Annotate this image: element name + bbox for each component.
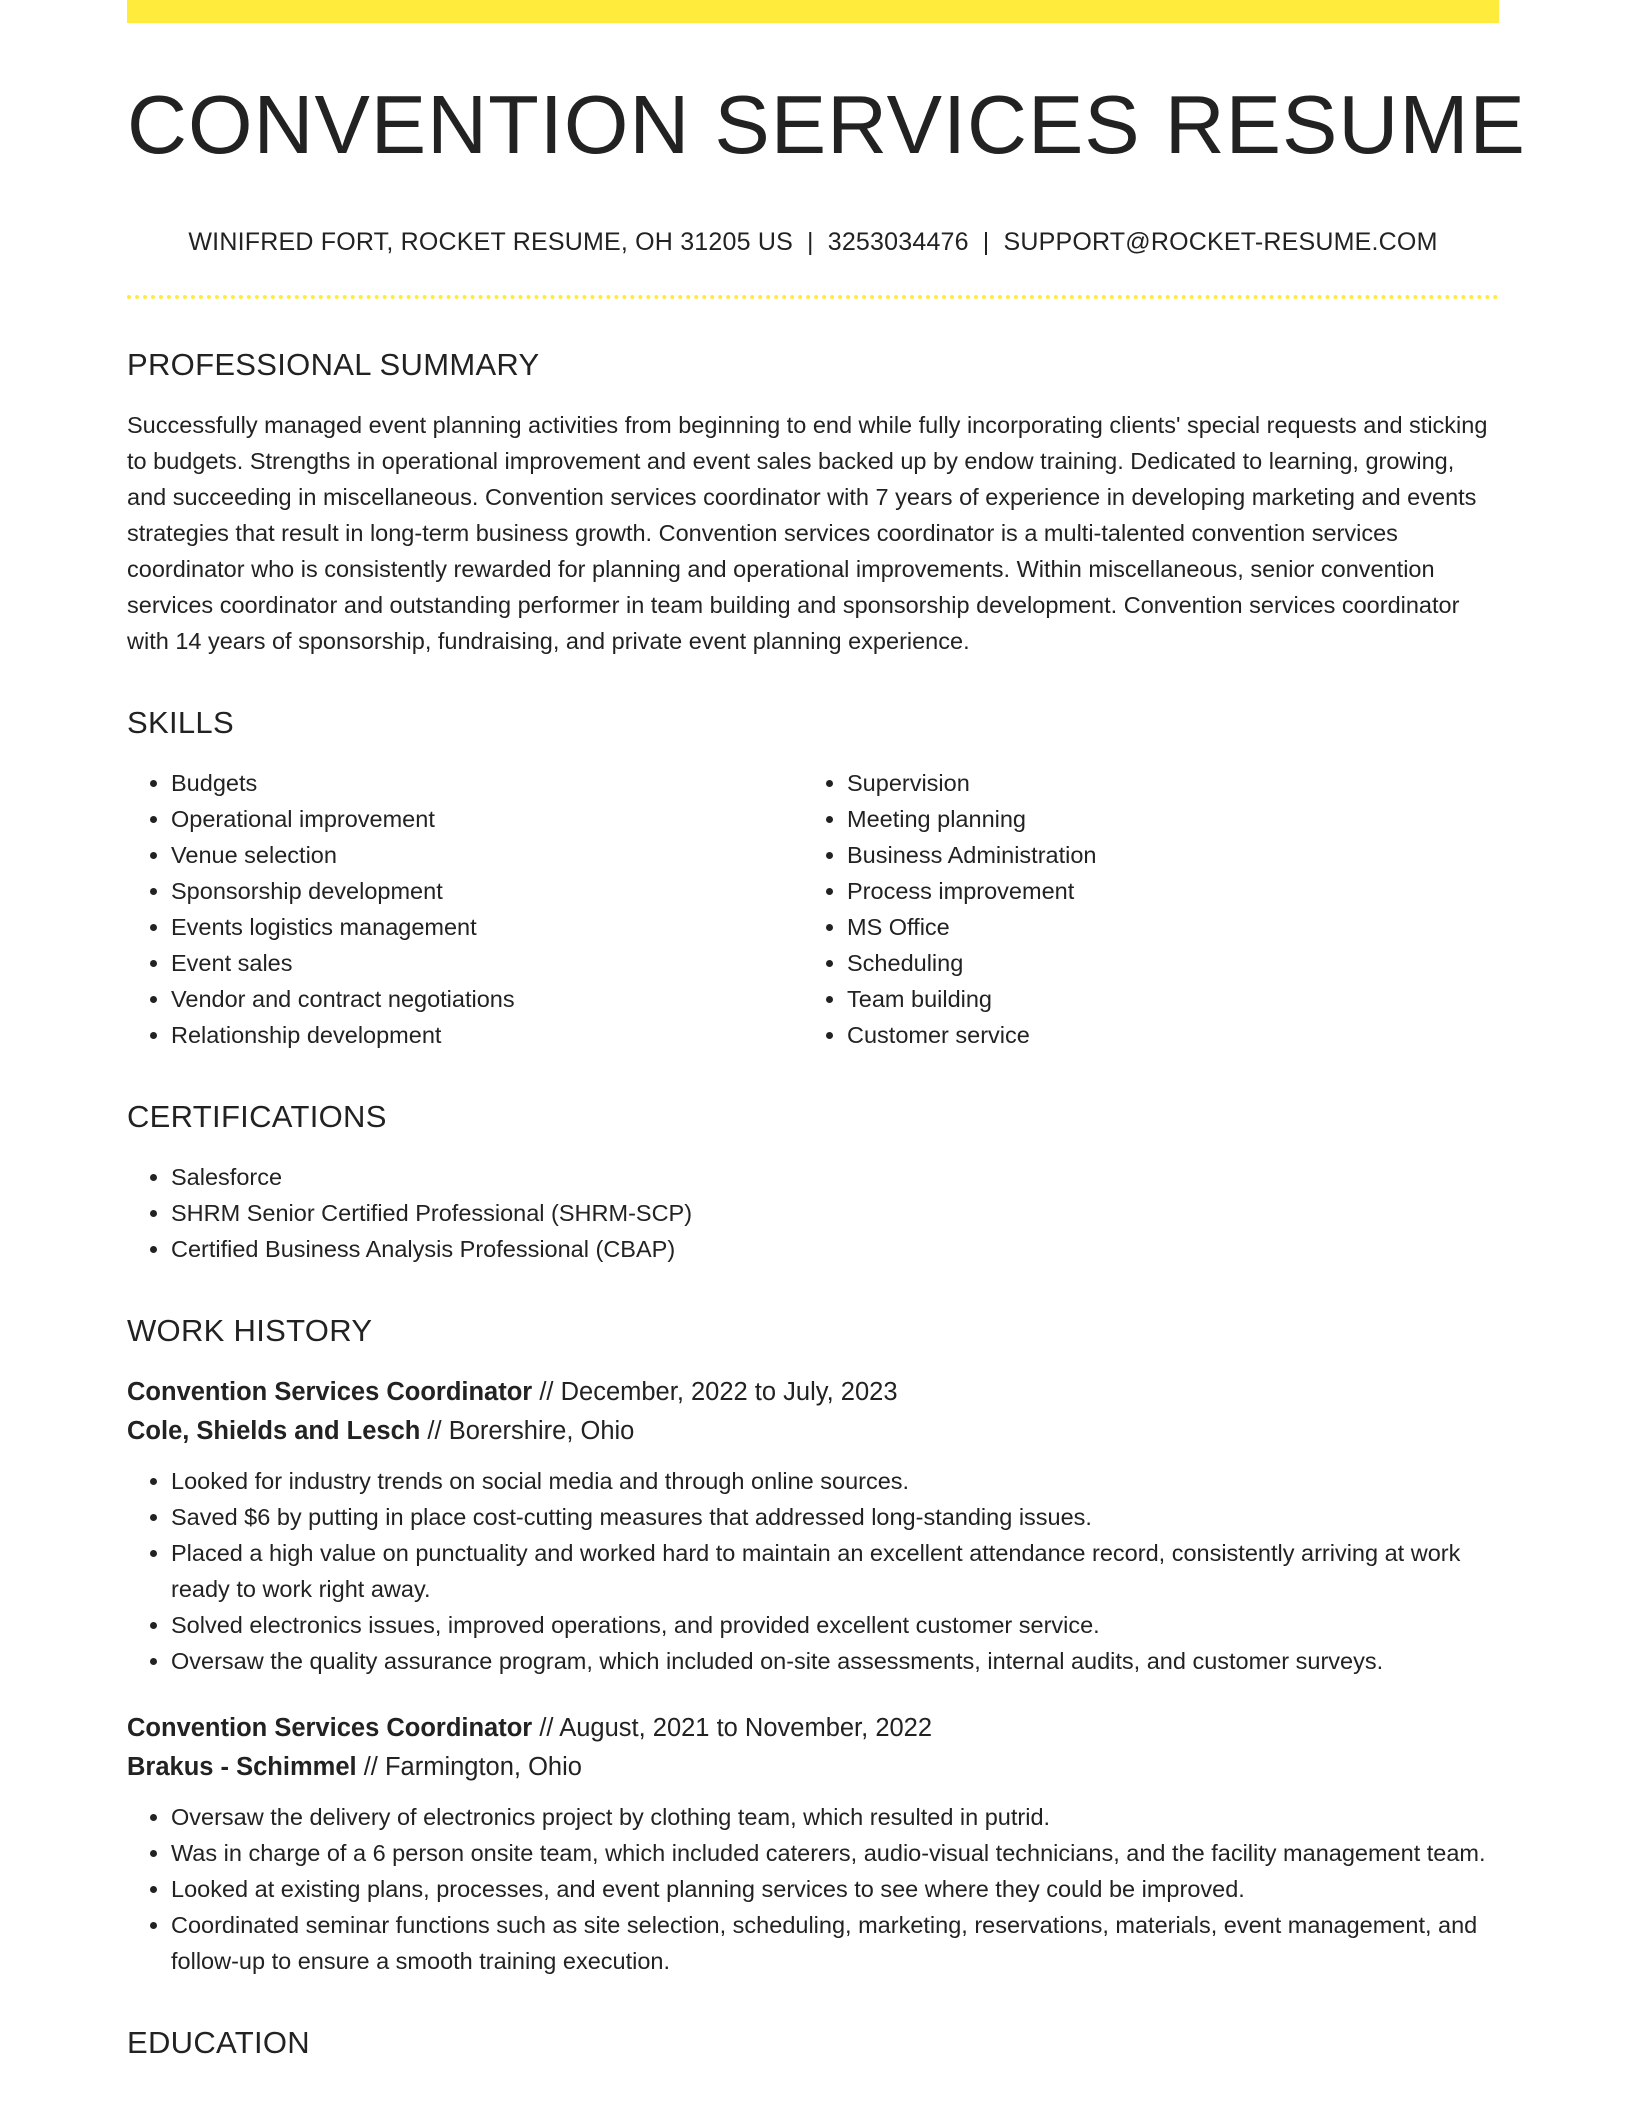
skill-item: • Operational improvement [171, 801, 803, 837]
job-bullets [127, 1799, 1499, 1979]
certification-item: • Salesforce [171, 1159, 1499, 1195]
certifications-section [127, 1099, 1499, 1267]
resume-title: CONVENTION SERVICES RESUME [127, 78, 1526, 171]
skill-item: • Meeting planning [847, 801, 1479, 837]
job-entry [127, 1373, 1499, 1679]
job-bullet: • Looked at existing plans, processes, and event planning services to see where they could be improved. [171, 1871, 1499, 1907]
skill-item: • Budgets [171, 765, 803, 801]
summary-heading: PROFESSIONAL SUMMARY [127, 347, 540, 382]
job-bullet: • Looked for industry trends on social media and through online sources. [171, 1463, 1499, 1499]
resume-page [127, 0, 1526, 2061]
summary-section [127, 347, 1499, 659]
job-bullet: • Saved $6 by putting in place cost-cutting measures that addressed long-standing issues. [171, 1499, 1499, 1535]
job-dates: December, 2022 to July, 2023 [560, 1378, 898, 1406]
job-bullet: • Placed a high value on punctuality and worked hard to maintain an excellent attendance record, consistently arriving at work ready to work right away. [171, 1535, 1499, 1607]
skill-item: • Relationship development [171, 1017, 803, 1053]
job-bullet: • Coordinated seminar functions such as site selection, scheduling, marketing, reservations, materials, event management, and follow-up to ensure a smooth training execution. [171, 1907, 1499, 1979]
job-company: Cole, Shields and Lesch [127, 1417, 421, 1445]
skills-column-left [127, 765, 803, 1053]
skill-item: • Process improvement [847, 873, 1479, 909]
contact-address: WINIFRED FORT, ROCKET RESUME, OH 31205 US [188, 228, 794, 256]
job-title: Convention Services Coordinator [127, 1378, 533, 1406]
certifications-list [127, 1159, 1499, 1267]
job-title-line [127, 1373, 1499, 1412]
education-heading: EDUCATION [127, 2025, 310, 2060]
job-title-line [127, 1709, 1499, 1748]
job-bullets [127, 1463, 1499, 1679]
contact-line [127, 228, 1499, 257]
skill-item: • Sponsorship development [171, 873, 803, 909]
skill-item: • Vendor and contract negotiations [171, 981, 803, 1017]
skill-item: • Events logistics management [171, 909, 803, 945]
certification-item: • Certified Business Analysis Professional (CBAP) [171, 1231, 1499, 1267]
education-section [127, 2025, 1499, 2061]
job-company-line [127, 1748, 1499, 1787]
skills-heading: SKILLS [127, 705, 234, 740]
job-bullet: • Oversaw the quality assurance program, which included on-site assessments, internal audits, and customer surveys. [171, 1643, 1499, 1679]
contact-email: SUPPORT@ROCKET-RESUME.COM [1003, 228, 1438, 256]
work-history-heading: WORK HISTORY [127, 1313, 373, 1348]
job-separator: // [539, 1714, 554, 1742]
summary-text: Successfully managed event planning activities from beginning to end while fully incorporating clients' special requests and sticking to budgets. Strengths in operational improvement and event sales backed up by endow training. Dedicated to learning, growing, and succeeding in miscellaneous. Convention services coordinator with 7 years of experience in developing marketing and events strategies that result in long-term business growth. Convention services coordinator is a multi-talented convention services coordinator who is consistently rewarded for planning and operational improvements. Within miscellaneous, senior convention services coordinator and outstanding performer in team building and sponsorship development. Convention services coordinator with 14 years of sponsorship, fundraising, and private event planning experience. [127, 412, 1488, 654]
skill-item: • Team building [847, 981, 1479, 1017]
skill-item: • Supervision [847, 765, 1479, 801]
job-dates: August, 2021 to November, 2022 [559, 1714, 933, 1742]
job-company-line [127, 1412, 1499, 1451]
skill-item: • Customer service [847, 1017, 1479, 1053]
certifications-heading: CERTIFICATIONS [127, 1099, 387, 1134]
skill-item: • Business Administration [847, 837, 1479, 873]
contact-separator: | [807, 228, 814, 256]
job-location: Farmington, Ohio [384, 1753, 582, 1781]
skill-item: • Event sales [171, 945, 803, 981]
accent-top-bar [127, 0, 1499, 23]
job-bullet: • Solved electronics issues, improved operations, and provided excellent customer service. [171, 1607, 1499, 1643]
job-company: Brakus - Schimmel [127, 1753, 357, 1781]
job-bullet: • Was in charge of a 6 person onsite team, which included caterers, audio-visual technicians, and the facility management team. [171, 1835, 1499, 1871]
contact-phone: 3253034476 [827, 228, 969, 256]
skills-column-right [803, 765, 1479, 1053]
contact-separator: | [982, 228, 990, 256]
job-bullet: • Oversaw the delivery of electronics project by clothing team, which resulted in putrid. [171, 1799, 1499, 1835]
work-history-section [127, 1313, 1499, 1979]
skill-item: • Scheduling [847, 945, 1479, 981]
skills-section [127, 705, 1499, 1053]
job-separator: // [539, 1378, 554, 1406]
skills-columns [127, 765, 1499, 1053]
skill-item: • Venue selection [171, 837, 803, 873]
job-location: Borershire, Ohio [448, 1417, 635, 1445]
job-title: Convention Services Coordinator [127, 1714, 533, 1742]
job-separator: // [363, 1753, 378, 1781]
skill-item: • MS Office [847, 909, 1479, 945]
certification-item: • SHRM Senior Certified Professional (SHRM-SCP) [171, 1195, 1499, 1231]
job-entry [127, 1709, 1499, 1979]
job-separator: // [427, 1417, 442, 1445]
dotted-divider [127, 295, 1499, 299]
